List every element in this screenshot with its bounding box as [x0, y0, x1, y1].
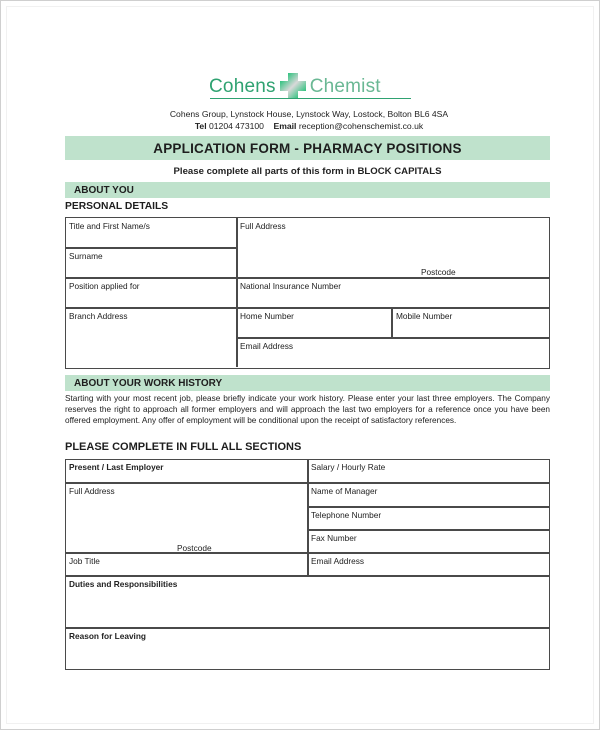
field-job-title[interactable]: Job Title [69, 556, 100, 566]
field-postcode[interactable]: Postcode [421, 267, 456, 277]
logo-word-chemist: Chemist [309, 75, 381, 97]
field-employer-address[interactable]: Full Address [69, 486, 115, 496]
personal-details-heading: PERSONAL DETAILS [65, 201, 169, 212]
company-address: Cohens Group, Lynstock House, Lynstock Way, Lostock, Bolton BL6 4SA [169, 109, 449, 119]
personal-details-table [65, 217, 550, 369]
email-label: Email [273, 121, 297, 131]
field-title-first-name[interactable]: Title and First Name/s [69, 221, 150, 231]
field-telephone[interactable]: Telephone Number [311, 510, 382, 520]
section-work-history [65, 375, 550, 391]
field-present-employer[interactable]: Present / Last Employer [69, 462, 164, 472]
field-home-number[interactable]: Home Number [240, 311, 294, 321]
form-subtitle: Please complete all parts of this form in BLOCK CAPITALS [173, 166, 442, 177]
field-salary[interactable]: Salary / Hourly Rate [311, 462, 386, 472]
work-history-instructions: Starting with your most recent job, please briefly indicate your work history. Please enter your last three employers. The Company reserves the right to approach all former employers and will approach the last two employers for a reference once you have been offered employment. Any offer of employment will be conditional upon the receipt of satisfactory references. [65, 394, 550, 425]
field-ni-number[interactable]: National Insurance Number [240, 281, 341, 291]
complete-all-sections-heading: PLEASE COMPLETE IN FULL ALL SECTIONS [65, 441, 302, 453]
field-employer-postcode[interactable]: Postcode [177, 543, 212, 553]
field-employer-email[interactable]: Email Address [311, 556, 365, 566]
field-reason-leaving[interactable]: Reason for Leaving [69, 631, 146, 641]
form-title: APPLICATION FORM - PHARMACY POSITIONS [153, 140, 462, 156]
form-title-bar [65, 136, 550, 160]
logo-underline [210, 98, 411, 99]
tel-value: 01204 473100 [208, 121, 264, 131]
email-value: reception@cohenschemist.co.uk [298, 121, 424, 131]
employment-table [65, 459, 550, 670]
field-full-address[interactable]: Full Address [240, 221, 286, 231]
field-duties[interactable]: Duties and Responsibilities [69, 579, 178, 589]
field-mobile-number[interactable]: Mobile Number [396, 311, 453, 321]
field-branch-address[interactable]: Branch Address [69, 311, 128, 321]
cohens-chemist-logo [209, 73, 419, 99]
company-contact [9, 121, 600, 131]
field-position-applied[interactable]: Position applied for [69, 281, 140, 291]
logo-word-cohens: Cohens [209, 75, 276, 97]
field-email-address[interactable]: Email Address [240, 341, 294, 351]
section-work-history-label: ABOUT YOUR WORK HISTORY [74, 377, 223, 389]
field-surname[interactable]: Surname [69, 251, 103, 261]
field-fax[interactable]: Fax Number [311, 533, 357, 543]
section-about-you [65, 182, 550, 198]
field-manager-name[interactable]: Name of Manager [311, 486, 378, 496]
section-about-you-label: ABOUT YOU [74, 184, 134, 196]
tel-label: Tel [194, 121, 207, 131]
green-cross-icon [280, 73, 306, 99]
